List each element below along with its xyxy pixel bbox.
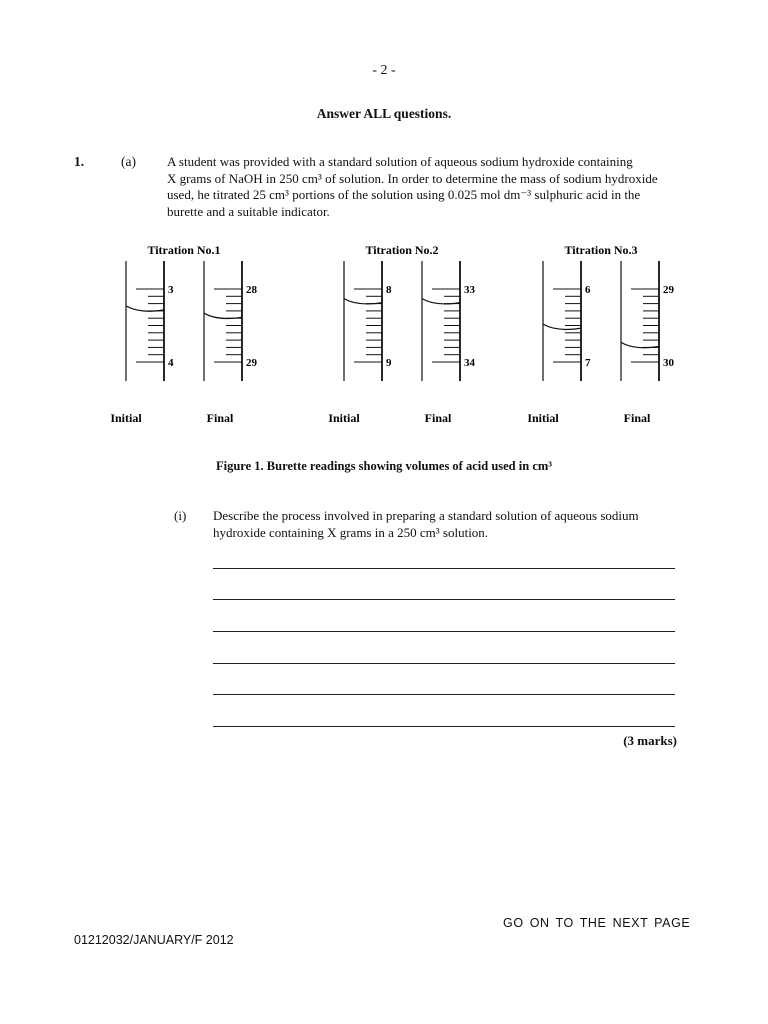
figure-caption: Figure 1. Burette readings showing volumes of acid used in cm³	[215, 459, 553, 473]
answer-line[interactable]	[213, 694, 675, 695]
answer-line[interactable]	[213, 726, 675, 727]
graduation-label: 28	[246, 284, 257, 296]
answer-line[interactable]	[213, 663, 675, 664]
meniscus	[422, 299, 460, 304]
question-part: (a)	[121, 154, 136, 169]
burette-figure	[0, 236, 768, 436]
meniscus	[621, 342, 659, 347]
burette-label: Initial	[110, 411, 142, 425]
answer-line[interactable]	[213, 599, 675, 600]
next-page-notice: GO ON TO THE NEXT PAGE	[503, 916, 691, 930]
subquestion-number: (i)	[174, 508, 187, 523]
subquestion-text-line: hydroxide containing X grams in a 250 cm³ solution.	[213, 524, 489, 540]
titration-title: Titration No.2	[365, 243, 439, 257]
titration-title: Titration No.3	[564, 243, 638, 257]
graduation-label: 8	[386, 284, 392, 296]
graduation-label: 33	[464, 284, 475, 296]
burette-label: Final	[424, 411, 452, 425]
marks-label: (3 marks)	[623, 733, 677, 748]
subquestion-text	[213, 508, 683, 541]
instruction-heading: Answer ALL questions.	[316, 106, 452, 121]
answer-line[interactable]	[213, 631, 675, 632]
answer-line[interactable]	[213, 568, 675, 569]
burette-label: Initial	[527, 411, 559, 425]
titration-title: Titration No.1	[147, 243, 221, 257]
meniscus	[126, 306, 164, 311]
burette-label: Initial	[328, 411, 360, 425]
meniscus	[344, 299, 382, 304]
paper-code: 01212032/JANUARY/F 2012	[74, 933, 234, 947]
graduation-label: 4	[168, 357, 174, 369]
burette-label: Final	[206, 411, 234, 425]
page-number: - 2 -	[372, 63, 396, 78]
meniscus	[204, 313, 242, 318]
subquestion-text-line: Describe the process involved in preparing a standard solution of aqueous sodium	[213, 508, 639, 523]
question-text	[167, 154, 679, 220]
graduation-label: 6	[585, 284, 591, 296]
question-text-line: A student was provided with a standard solution of aqueous sodium hydroxide containing	[167, 154, 633, 169]
graduation-label: 29	[663, 284, 674, 296]
graduation-label: 3	[168, 284, 174, 296]
burette-label: Final	[623, 411, 651, 425]
question-text-line: burette and a suitable indicator.	[167, 203, 330, 219]
graduation-label: 30	[663, 357, 674, 369]
graduation-label: 7	[585, 357, 591, 369]
graduation-label: 9	[386, 357, 392, 369]
graduation-label: 29	[246, 357, 257, 369]
meniscus	[543, 324, 581, 329]
question-text-line: used, he titrated 25 cm³ portions of the solution using 0.025 mol dm⁻³ sulphuric acid in the	[167, 187, 641, 202]
graduation-label: 34	[464, 357, 475, 369]
question-number: 1.	[74, 154, 85, 169]
question-text-line: X grams of NaOH in 250 cm³ of solution. In order to determine the mass of sodium hydroxide	[167, 170, 658, 186]
